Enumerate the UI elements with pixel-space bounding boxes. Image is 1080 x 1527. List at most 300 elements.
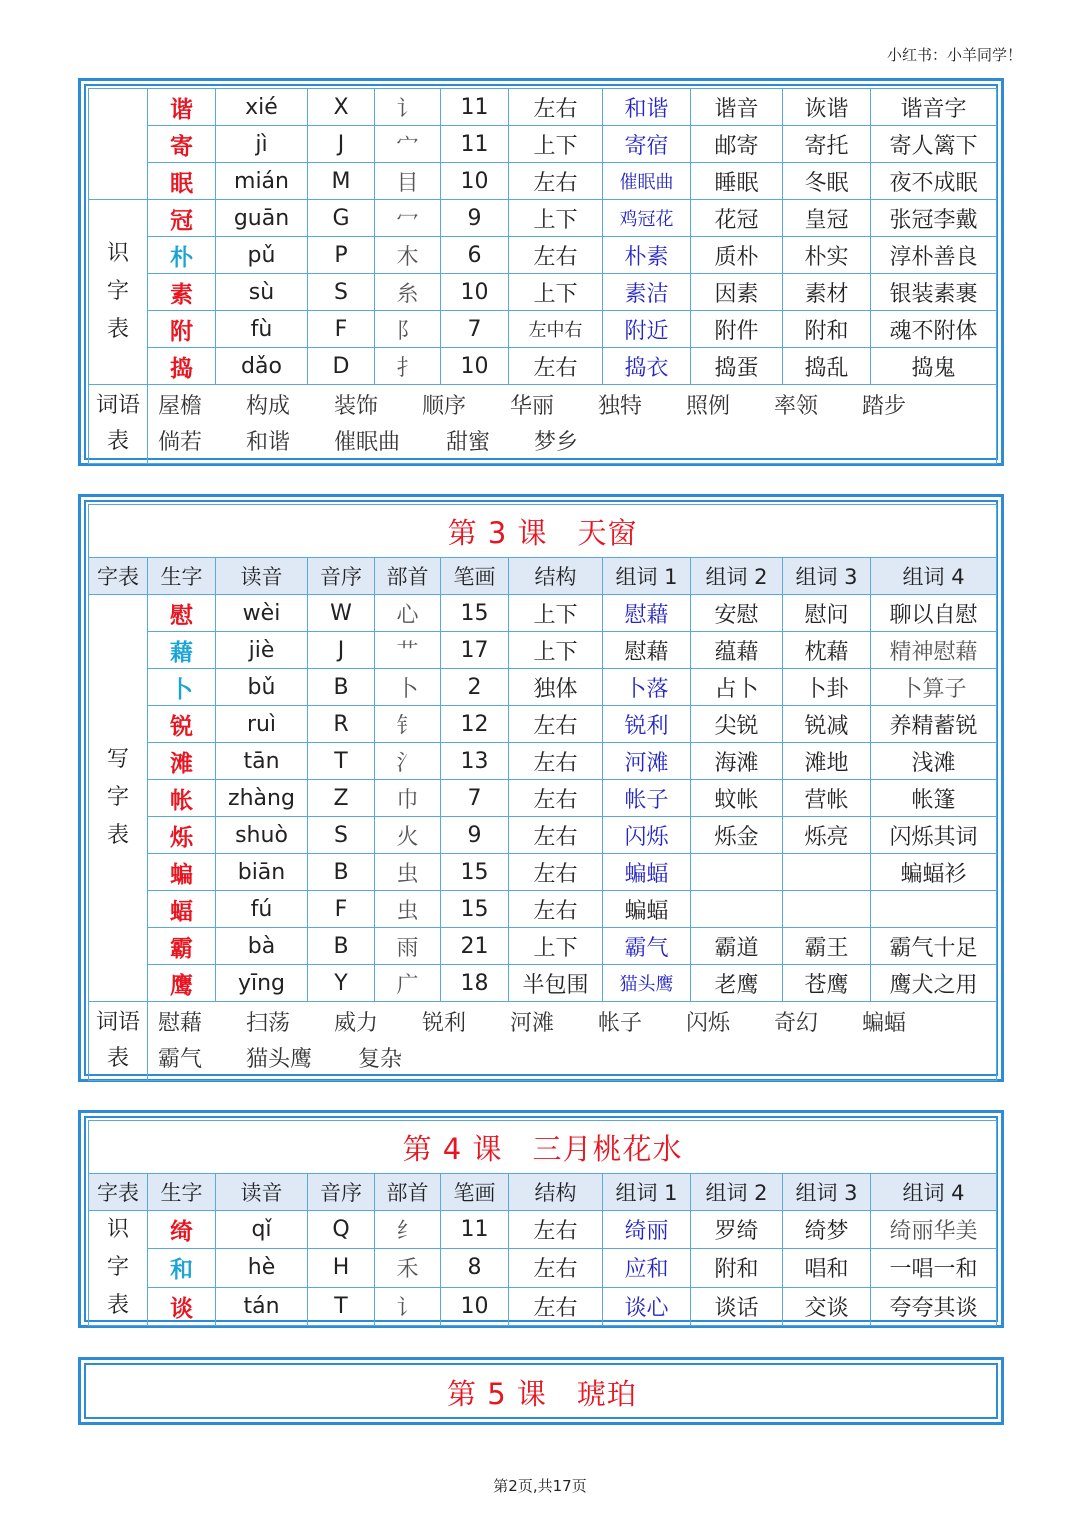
vocab-word: 甜蜜 [446,430,491,455]
vocab-word: 照例 [686,394,731,419]
word2-cell: 质朴 [691,237,783,274]
strokes-cell: 9 [441,200,509,237]
table-row [89,274,997,311]
lesson4-table [88,1120,997,1326]
char-cell: 霸 [148,928,216,965]
strokes-cell: 9 [441,817,509,854]
radical-cell: 冖 [375,200,441,237]
word1-cell: 猫头鹰 [603,965,691,1002]
column-header: 组词 1 [603,1174,691,1211]
initial-cell: F [308,891,375,928]
pinyin-cell: biān [216,854,308,891]
radical-cell: 禾 [375,1249,441,1287]
char-cell: 寄 [148,126,216,163]
column-header: 字表 [89,1174,148,1211]
char-cell: 鹰 [148,965,216,1002]
lesson4-table-box [78,1110,1004,1328]
structure-cell: 左右 [509,1249,603,1287]
structure-cell: 上下 [509,126,603,163]
table-row [89,1249,997,1287]
char-cell: 绮 [148,1211,216,1249]
radical-cell: 讠 [375,1287,441,1325]
column-header: 生字 [148,1174,216,1211]
table-row [89,163,997,200]
word1-cell: 鸡冠花 [603,200,691,237]
lesson3-title: 第 3 课 天窗 [89,505,997,558]
radical-cell: 虫 [375,854,441,891]
table-row [89,780,997,817]
vocab-word: 河滩 [510,1011,555,1036]
vocab-word: 独特 [598,394,643,419]
pinyin-cell: tán [216,1287,308,1325]
table-row [89,817,997,854]
word2-cell [691,891,783,928]
radical-cell: 纟 [375,1211,441,1249]
pinyin-cell: fù [216,311,308,348]
radical-cell: 钅 [375,706,441,743]
initial-cell: G [308,200,375,237]
char-cell: 素 [148,274,216,311]
word3-cell: 慰问 [783,595,871,632]
word3-cell [783,854,871,891]
word1-cell: 帐子 [603,780,691,817]
table-row [89,595,997,632]
structure-cell: 左右 [509,1287,603,1325]
word4-cell: 寄人篱下 [871,126,997,163]
word3-cell [783,891,871,928]
initial-cell: J [308,632,375,669]
word4-cell: 绮丽华美 [871,1211,997,1249]
strokes-cell: 11 [441,89,509,126]
initial-cell: Q [308,1211,375,1249]
char-cell: 滩 [148,743,216,780]
word3-cell: 素材 [783,274,871,311]
word2-cell: 占卜 [691,669,783,706]
vocab-word: 扫荡 [246,1011,291,1036]
page-footer: 第2页,共17页 [493,1477,587,1495]
vocab-word: 催眠曲 [334,430,401,455]
table-row [89,669,997,706]
table-row [89,632,997,669]
initial-cell: J [308,126,375,163]
word4-cell: 蝙蝠衫 [871,854,997,891]
lesson3-table [88,504,997,1081]
lesson2-table-box [78,78,1004,466]
word2-cell: 花冠 [691,200,783,237]
word3-cell: 皇冠 [783,200,871,237]
radical-cell: 广 [375,965,441,1002]
structure-cell: 半包围 [509,965,603,1002]
initial-cell: B [308,928,375,965]
table-row [89,348,997,385]
word4-cell: 闪烁其词 [871,817,997,854]
lesson4-title: 第 4 课 三月桃花水 [89,1121,997,1174]
lesson5-table [88,1367,996,1417]
strokes-cell: 7 [441,311,509,348]
char-cell: 卜 [148,669,216,706]
pinyin-cell: xié [216,89,308,126]
word4-cell: 一唱一和 [871,1249,997,1287]
strokes-cell: 21 [441,928,509,965]
word3-cell: 交谈 [783,1287,871,1325]
radical-cell: 阝 [375,311,441,348]
initial-cell: S [308,817,375,854]
char-cell: 藉 [148,632,216,669]
char-cell: 锐 [148,706,216,743]
vocab-label: 词语 表 [89,385,148,464]
char-cell: 谐 [148,89,216,126]
char-cell: 慰 [148,595,216,632]
char-cell: 朴 [148,237,216,274]
initial-cell: W [308,595,375,632]
word2-cell: 罗绮 [691,1211,783,1249]
word2-cell: 尖锐 [691,706,783,743]
strokes-cell: 15 [441,891,509,928]
radical-cell: 糸 [375,274,441,311]
word1-cell: 捣衣 [603,348,691,385]
word4-cell: 鹰犬之用 [871,965,997,1002]
initial-cell: Z [308,780,375,817]
radical-cell: 氵 [375,743,441,780]
initial-cell: D [308,348,375,385]
char-cell: 谈 [148,1287,216,1325]
pinyin-cell: zhàng [216,780,308,817]
xiezi-label: 写 字 表 [89,595,148,1002]
initial-cell: Y [308,965,375,1002]
initial-cell: M [308,163,375,200]
column-header: 组词 4 [871,558,997,595]
structure-cell: 上下 [509,632,603,669]
word1-cell: 附近 [603,311,691,348]
vocab-list [148,1002,997,1081]
word1-cell: 应和 [603,1249,691,1287]
word3-cell: 诙谐 [783,89,871,126]
word3-cell: 卜卦 [783,669,871,706]
initial-cell: X [308,89,375,126]
radical-cell: 雨 [375,928,441,965]
char-cell: 蝙 [148,854,216,891]
pinyin-cell: ruì [216,706,308,743]
word2-cell: 附和 [691,1249,783,1287]
word4-cell: 浅滩 [871,743,997,780]
vocab-word: 和谐 [246,430,291,455]
pinyin-cell: bà [216,928,308,965]
word4-cell: 聊以自慰 [871,595,997,632]
lesson3-table-box [78,494,1004,1082]
vocab-word: 华丽 [510,394,555,419]
word2-cell: 蚊帐 [691,780,783,817]
structure-cell: 上下 [509,928,603,965]
word1-cell: 锐利 [603,706,691,743]
column-header: 音序 [308,558,375,595]
vocab-word: 帐子 [598,1011,643,1036]
strokes-cell: 18 [441,965,509,1002]
vocab-word: 屋檐 [158,394,203,419]
word1-cell: 谈心 [603,1287,691,1325]
lesson5-title: 第 5 课 琥珀 [88,1367,996,1417]
word2-cell: 烁金 [691,817,783,854]
column-header: 组词 2 [691,558,783,595]
word4-cell: 淳朴善良 [871,237,997,274]
header-row [89,558,997,595]
vocab-word: 顺序 [422,394,467,419]
word4-cell: 谐音字 [871,89,997,126]
table-row [89,706,997,743]
radical-cell: 艹 [375,632,441,669]
initial-cell: B [308,854,375,891]
strokes-cell: 2 [441,669,509,706]
initial-cell: F [308,311,375,348]
pinyin-cell: pǔ [216,237,308,274]
strokes-cell: 15 [441,595,509,632]
vocab-list [148,385,997,464]
structure-cell: 左右 [509,163,603,200]
strokes-cell: 12 [441,706,509,743]
initial-cell: T [308,743,375,780]
column-header: 组词 2 [691,1174,783,1211]
word2-cell: 老鹰 [691,965,783,1002]
shizi-label: 识 字 表 [89,200,148,385]
column-header: 结构 [509,558,603,595]
word1-cell: 寄宿 [603,126,691,163]
table-row [89,928,997,965]
word2-cell: 安慰 [691,595,783,632]
word3-cell: 冬眠 [783,163,871,200]
word3-cell: 滩地 [783,743,871,780]
word3-cell: 枕藉 [783,632,871,669]
strokes-cell: 10 [441,1287,509,1325]
pinyin-cell: wèi [216,595,308,632]
table-row [89,965,997,1002]
word3-cell: 捣乱 [783,348,871,385]
vocab-label: 词语 表 [89,1002,148,1081]
structure-cell: 左右 [509,817,603,854]
vocab-word: 奇幻 [774,1011,819,1036]
pinyin-cell: hè [216,1249,308,1287]
strokes-cell: 10 [441,348,509,385]
structure-cell: 左右 [509,743,603,780]
radical-cell: 卜 [375,669,441,706]
pinyin-cell: bǔ [216,669,308,706]
char-cell: 眠 [148,163,216,200]
table-row [89,200,997,237]
strokes-cell: 7 [441,780,509,817]
pinyin-cell: qǐ [216,1211,308,1249]
word1-cell: 催眠曲 [603,163,691,200]
word4-cell: 夸夸其谈 [871,1287,997,1325]
radical-cell: 心 [375,595,441,632]
char-cell: 帐 [148,780,216,817]
vocab-word: 构成 [246,394,291,419]
word3-cell: 绮梦 [783,1211,871,1249]
column-header: 读音 [216,558,308,595]
column-header: 结构 [509,1174,603,1211]
structure-cell: 左右 [509,854,603,891]
vocab-word: 率领 [774,394,819,419]
word4-cell: 银装素裹 [871,274,997,311]
strokes-cell: 10 [441,274,509,311]
strokes-cell: 17 [441,632,509,669]
word4-cell: 魂不附体 [871,311,997,348]
radical-cell: 火 [375,817,441,854]
strokes-cell: 11 [441,1211,509,1249]
word2-cell: 睡眠 [691,163,783,200]
word1-cell: 河滩 [603,743,691,780]
table-row [89,311,997,348]
pinyin-cell: yīng [216,965,308,1002]
radical-cell: 扌 [375,348,441,385]
structure-cell: 上下 [509,200,603,237]
word3-cell: 寄托 [783,126,871,163]
pinyin-cell: tān [216,743,308,780]
column-header: 部首 [375,558,441,595]
column-header: 笔画 [441,1174,509,1211]
word3-cell: 锐减 [783,706,871,743]
column-header: 读音 [216,1174,308,1211]
pinyin-cell: dǎo [216,348,308,385]
char-cell: 烁 [148,817,216,854]
word3-cell: 营帐 [783,780,871,817]
table-row [89,1287,997,1325]
structure-cell: 左右 [509,706,603,743]
pinyin-cell: fú [216,891,308,928]
table-row [89,1211,997,1249]
word4-cell: 霸气十足 [871,928,997,965]
word4-cell: 帐篷 [871,780,997,817]
vocab-word: 锐利 [422,1011,467,1036]
vocab-word: 踏步 [862,394,907,419]
word3-cell: 霸王 [783,928,871,965]
word3-cell: 烁亮 [783,817,871,854]
column-header: 笔画 [441,558,509,595]
word4-cell: 养精蓄锐 [871,706,997,743]
vocab-word: 猫头鹰 [246,1047,313,1072]
vocab-word: 复杂 [358,1047,403,1072]
structure-cell: 上下 [509,274,603,311]
watermark: 小红书：小羊同学！ [886,46,1022,64]
strokes-cell: 11 [441,126,509,163]
radical-cell: 宀 [375,126,441,163]
word1-cell: 蝙蝠 [603,891,691,928]
vocab-word: 霸气 [158,1047,203,1072]
word2-cell: 附件 [691,311,783,348]
char-cell: 冠 [148,200,216,237]
structure-cell: 左右 [509,1211,603,1249]
structure-cell: 左右 [509,237,603,274]
initial-cell: B [308,669,375,706]
column-header: 组词 3 [783,558,871,595]
column-header: 组词 3 [783,1174,871,1211]
strokes-cell: 15 [441,854,509,891]
char-cell: 附 [148,311,216,348]
table-row [89,89,997,126]
lesson5-title-box [78,1357,1004,1425]
vocab-word: 慰藉 [158,1011,203,1036]
word1-cell: 素洁 [603,274,691,311]
word2-cell: 因素 [691,274,783,311]
word2-cell: 谈话 [691,1287,783,1325]
structure-cell: 左右 [509,780,603,817]
word3-cell: 唱和 [783,1249,871,1287]
column-header: 音序 [308,1174,375,1211]
word1-cell: 绮丽 [603,1211,691,1249]
table-row [89,743,997,780]
word1-cell: 慰藉 [603,595,691,632]
vocab-word: 蝙蝠 [862,1011,907,1036]
pinyin-cell: shuò [216,817,308,854]
radical-cell: 讠 [375,89,441,126]
column-header: 字表 [89,558,148,595]
word2-cell: 捣蛋 [691,348,783,385]
pinyin-cell: jiè [216,632,308,669]
word1-cell: 霸气 [603,928,691,965]
word1-cell: 慰藉 [603,632,691,669]
structure-cell: 左中右 [509,311,603,348]
radical-cell: 木 [375,237,441,274]
word3-cell: 苍鹰 [783,965,871,1002]
word2-cell [691,854,783,891]
structure-cell: 左右 [509,89,603,126]
char-cell: 捣 [148,348,216,385]
structure-cell: 左右 [509,348,603,385]
table-row [89,854,997,891]
word1-cell: 朴素 [603,237,691,274]
strokes-cell: 13 [441,743,509,780]
label-col-empty [89,89,148,200]
word4-cell: 精神慰藉 [871,632,997,669]
structure-cell: 独体 [509,669,603,706]
strokes-cell: 6 [441,237,509,274]
word2-cell: 海滩 [691,743,783,780]
word1-cell: 闪烁 [603,817,691,854]
header-row [89,1174,997,1211]
word2-cell: 谐音 [691,89,783,126]
structure-cell: 左右 [509,891,603,928]
char-cell: 蝠 [148,891,216,928]
column-header: 部首 [375,1174,441,1211]
radical-cell: 目 [375,163,441,200]
initial-cell: T [308,1287,375,1325]
structure-cell: 上下 [509,595,603,632]
table-row [89,237,997,274]
word2-cell: 蕴藉 [691,632,783,669]
word1-cell: 蝙蝠 [603,854,691,891]
initial-cell: P [308,237,375,274]
pinyin-cell: guān [216,200,308,237]
vocab-word: 倘若 [158,430,203,455]
char-cell: 和 [148,1249,216,1287]
word3-cell: 朴实 [783,237,871,274]
word4-cell: 卜算子 [871,669,997,706]
word3-cell: 附和 [783,311,871,348]
initial-cell: R [308,706,375,743]
column-header: 生字 [148,558,216,595]
initial-cell: H [308,1249,375,1287]
strokes-cell: 10 [441,163,509,200]
word4-cell: 捣鬼 [871,348,997,385]
column-header: 组词 1 [603,558,691,595]
word1-cell: 卜落 [603,669,691,706]
vocab-word: 闪烁 [686,1011,731,1036]
lesson2-table [88,88,997,464]
shizi-label: 识 字 表 [89,1211,148,1326]
pinyin-cell: mián [216,163,308,200]
table-row [89,126,997,163]
strokes-cell: 8 [441,1249,509,1287]
word1-cell: 和谐 [603,89,691,126]
radical-cell: 虫 [375,891,441,928]
initial-cell: S [308,274,375,311]
